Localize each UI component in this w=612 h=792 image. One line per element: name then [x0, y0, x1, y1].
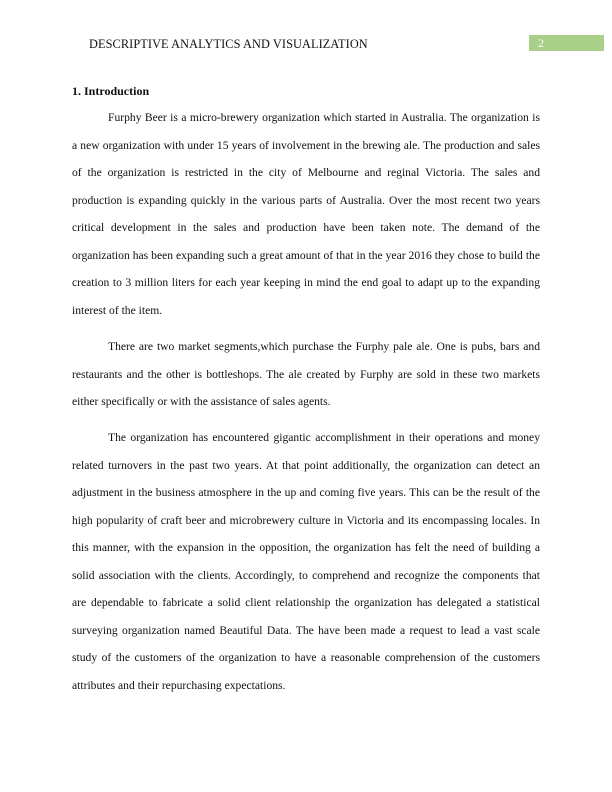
header-title: DESCRIPTIVE ANALYTICS AND VISUALIZATION: [89, 37, 368, 51]
paragraph-market-segments: There are two market segments,which purchase the Furphy pale ale. One is pubs, bars and restaurants and the other is bottleshops. The ale created by Furphy are sold in these two markets either specifically or with the assistance of sales agents.: [72, 340, 540, 408]
paragraph-customer-study: The organization has encountered gigantic accomplishment in their operations and money related turnovers in the past two years. At that point additionally, the organization can detect an adjustment in the business atmosphere in the up and coming five years. This can be the result of the high popularity of craft beer and microbrewery culture in Victoria and its encompassing locales. In this manner, with the expansion in the opposition, the organization has felt the need of building a solid association with the clients. Accordingly, to comprehend and recognize the components that are dependable to fabricate a solid client relationship the organization has delegated a statistical surveying organization named Beautiful Data. The have been made a request to lead a vast scale study of the customers of the organization to have a reasonable comprehension of the customers attributes and their repurchasing expectations.: [72, 431, 540, 692]
section-heading: 1. Introduction: [72, 84, 150, 98]
page-number-badge: [529, 35, 604, 51]
paragraph-intro: Furphy Beer is a micro-brewery organization which started in Australia. The organization is a new organization with under 15 years of involvement in the brewing ale. The production and sales of the organization is restricted in the city of Melbourne and reginal Victoria. The sales and production is expanding quickly in the various parts of Australia. Over the most recent two years critical development in the sales and production have been taken note. The demand of the organization has been expanding such a great amount of that in the year 2016 they chose to build the creation to 3 million liters for each year keeping in mind the end goal to adapt up to the expanding interest of the item.: [72, 111, 540, 317]
page-number: 2: [538, 36, 544, 50]
